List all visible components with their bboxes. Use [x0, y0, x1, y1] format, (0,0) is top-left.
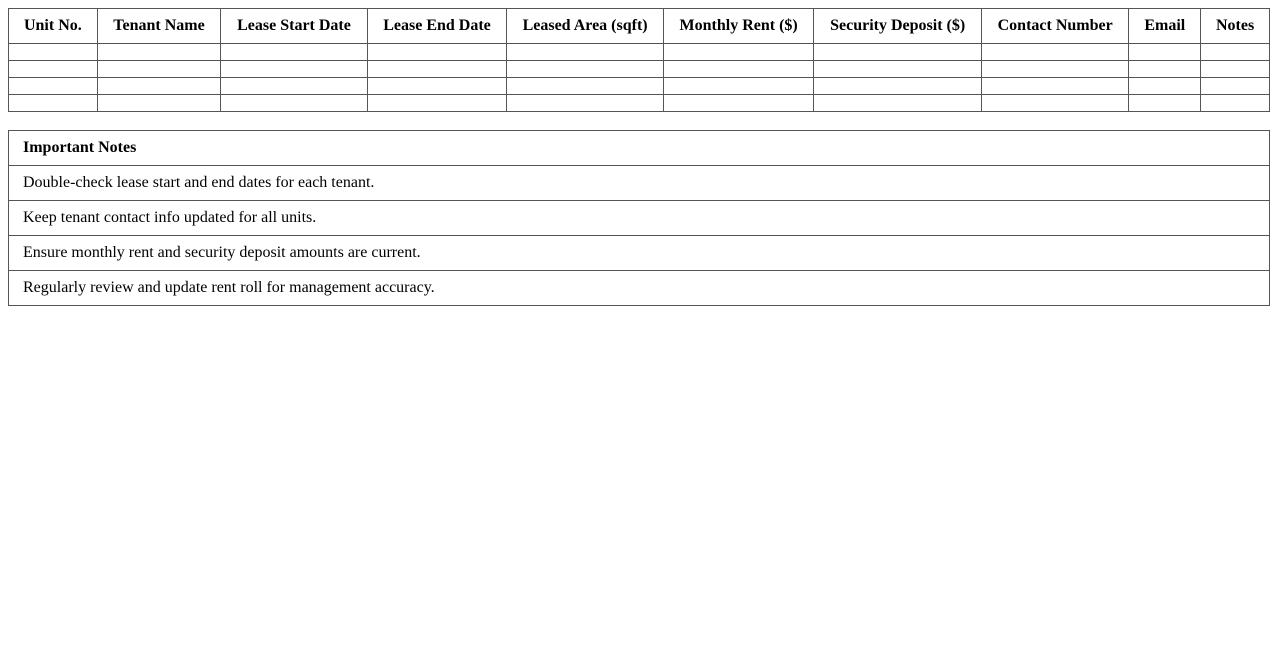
note-row — [9, 271, 1270, 306]
notes-title: Important Notes — [9, 131, 1270, 166]
column-header-tenant-name: Tenant Name — [97, 9, 221, 44]
column-header-notes: Notes — [1201, 9, 1270, 44]
table-cell[interactable] — [367, 95, 507, 112]
table-cell[interactable] — [1201, 78, 1270, 95]
table-cell[interactable] — [814, 78, 982, 95]
column-header-security-deposit: Security Deposit ($) — [814, 9, 982, 44]
table-cell[interactable] — [663, 95, 814, 112]
table-cell[interactable] — [1129, 78, 1201, 95]
table-cell[interactable] — [9, 61, 98, 78]
table-row — [9, 44, 1270, 61]
table-cell[interactable] — [221, 44, 367, 61]
notes-title-row — [9, 131, 1270, 166]
table-cell[interactable] — [663, 78, 814, 95]
table-cell[interactable] — [981, 78, 1129, 95]
table-row — [9, 95, 1270, 112]
column-header-email: Email — [1129, 9, 1201, 44]
column-header-unit-no: Unit No. — [9, 9, 98, 44]
table-cell[interactable] — [97, 44, 221, 61]
important-notes-table — [8, 130, 1270, 306]
table-cell[interactable] — [97, 61, 221, 78]
table-cell[interactable] — [97, 78, 221, 95]
table-cell[interactable] — [1201, 95, 1270, 112]
table-cell[interactable] — [1129, 95, 1201, 112]
table-cell[interactable] — [9, 44, 98, 61]
table-cell[interactable] — [367, 44, 507, 61]
table-cell[interactable] — [814, 95, 982, 112]
table-cell[interactable] — [1201, 44, 1270, 61]
table-cell[interactable] — [1129, 44, 1201, 61]
table-cell[interactable] — [221, 78, 367, 95]
note-row — [9, 236, 1270, 271]
note-item: Ensure monthly rent and security deposit amounts are current. — [9, 236, 1270, 271]
table-cell[interactable] — [981, 44, 1129, 61]
table-cell[interactable] — [367, 78, 507, 95]
table-cell[interactable] — [1201, 61, 1270, 78]
note-row — [9, 201, 1270, 236]
table-cell[interactable] — [221, 61, 367, 78]
table-cell[interactable] — [981, 95, 1129, 112]
table-cell[interactable] — [1129, 61, 1201, 78]
rent-roll-table — [8, 8, 1270, 112]
table-cell[interactable] — [9, 78, 98, 95]
table-cell[interactable] — [221, 95, 367, 112]
table-cell[interactable] — [507, 44, 664, 61]
column-header-contact-number: Contact Number — [981, 9, 1129, 44]
column-header-lease-start-date: Lease Start Date — [221, 9, 367, 44]
table-cell[interactable] — [814, 61, 982, 78]
table-cell[interactable] — [663, 44, 814, 61]
table-cell[interactable] — [507, 95, 664, 112]
column-header-lease-end-date: Lease End Date — [367, 9, 507, 44]
column-header-monthly-rent: Monthly Rent ($) — [663, 9, 814, 44]
table-cell[interactable] — [507, 61, 664, 78]
column-header-leased-area: Leased Area (sqft) — [507, 9, 664, 44]
table-cell[interactable] — [981, 61, 1129, 78]
table-row — [9, 61, 1270, 78]
note-row — [9, 166, 1270, 201]
table-cell[interactable] — [97, 95, 221, 112]
table-cell[interactable] — [663, 61, 814, 78]
table-row — [9, 78, 1270, 95]
table-cell[interactable] — [9, 95, 98, 112]
document — [8, 8, 1270, 306]
note-item: Regularly review and update rent roll for management accuracy. — [9, 271, 1270, 306]
table-cell[interactable] — [507, 78, 664, 95]
note-item: Double-check lease start and end dates for each tenant. — [9, 166, 1270, 201]
note-item: Keep tenant contact info updated for all units. — [9, 201, 1270, 236]
header-row — [9, 9, 1270, 44]
table-cell[interactable] — [367, 61, 507, 78]
table-cell[interactable] — [814, 44, 982, 61]
